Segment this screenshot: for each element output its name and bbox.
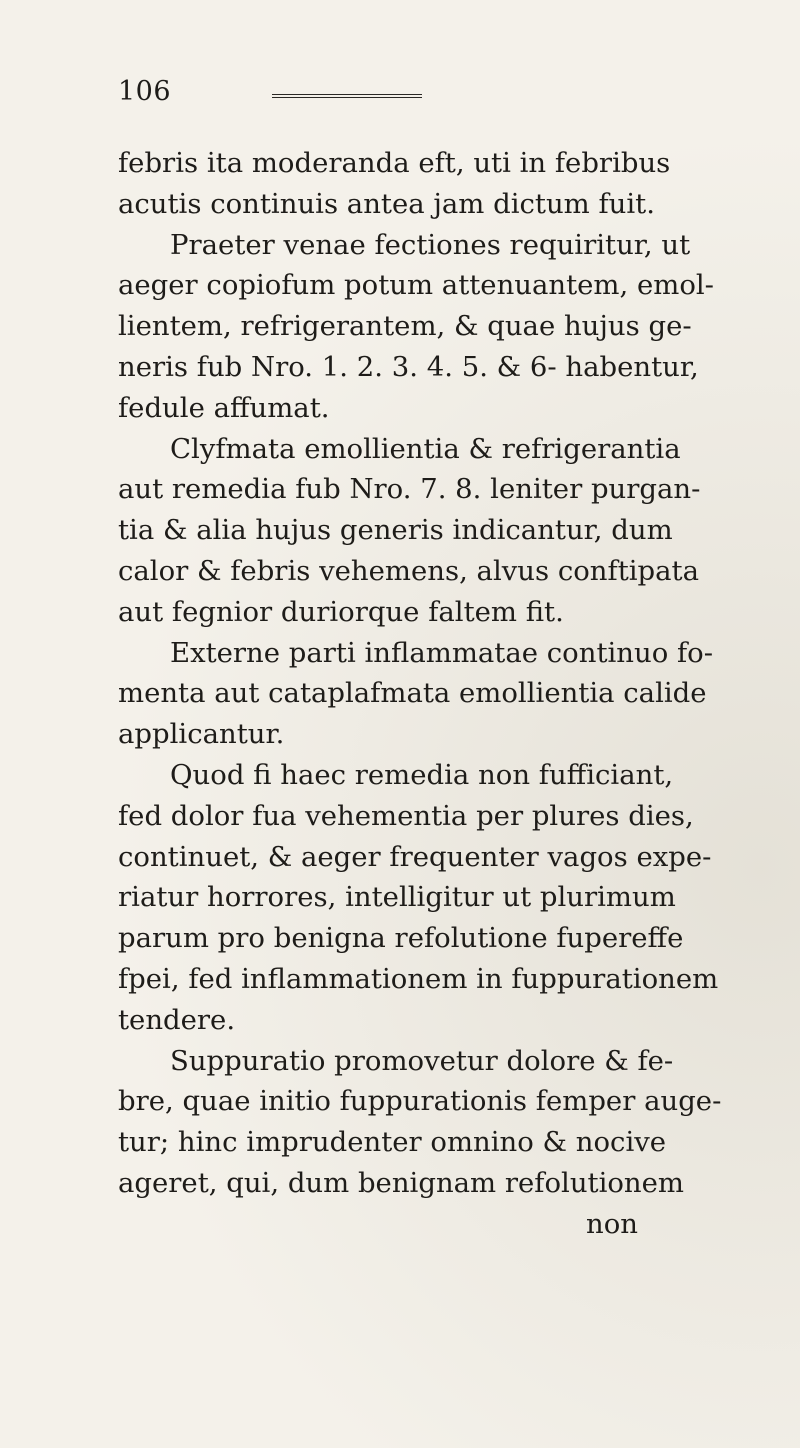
text-line: fpei, fed inflammationem in fuppurationem: [118, 962, 719, 995]
text-line: calor & febris vehemens, alvus conftipata: [118, 554, 699, 587]
catchword: non: [586, 1207, 638, 1240]
page-header: [118, 72, 718, 112]
paragraph-start-line: Externe parti inflammatae continuo fo-: [170, 636, 714, 669]
text-line: fed dolor fua vehementia per plures dies,: [118, 799, 694, 832]
text-line: continuet, & aeger frequenter vagos expe-: [118, 840, 712, 873]
paragraph-start-line: Praeter venae fectiones requiritur, ut: [170, 228, 691, 261]
text-line: tia & alia hujus generis indicantur, dum: [118, 514, 673, 547]
text-line: lientem, refrigerantem, & quae hujus ge-: [118, 310, 692, 343]
text-line: fedule affumat.: [118, 391, 330, 424]
body-text: [118, 143, 738, 1245]
paragraph-start-line: Suppuratio promovetur dolore & fe-: [170, 1044, 674, 1077]
text-line: acutis continuis antea jam dictum fuit.: [118, 187, 655, 220]
text-line: riatur horrores, intelligitur ut plurimum: [118, 881, 676, 914]
page-number: 106: [118, 76, 172, 107]
text-line: ageret, qui, dum benignam refolutionem: [118, 1166, 684, 1199]
text-line: parum pro benigna refolutione fupereffe: [118, 922, 684, 955]
text-line: aeger copiofum potum attenuantem, emol-: [118, 269, 714, 302]
paragraph-start-line: Quod fi haec remedia non fufficiant,: [170, 758, 674, 791]
text-line: bre, quae initio fuppurationis femper auge-: [118, 1085, 722, 1118]
text-line: tendere.: [118, 1003, 236, 1036]
text-line: febris ita moderanda eft, uti in febribus: [118, 147, 671, 179]
header-ornament-rule: [272, 94, 422, 98]
text-line: neris fub Nro. 1. 2. 3. 4. 5. & 6- habentur,: [118, 350, 699, 383]
text-line: aut remedia fub Nro. 7. 8. leniter purgan-: [118, 473, 701, 506]
text-line: tur; hinc imprudenter omnino & nocive: [118, 1126, 667, 1159]
text-line: menta aut cataplafmata emollientia calide: [118, 677, 707, 710]
text-line: applicantur.: [118, 718, 285, 751]
text-line: aut fegnior duriorque faltem fit.: [118, 595, 564, 628]
paragraph-start-line: Clyfmata emollientia & refrigerantia: [170, 432, 681, 465]
